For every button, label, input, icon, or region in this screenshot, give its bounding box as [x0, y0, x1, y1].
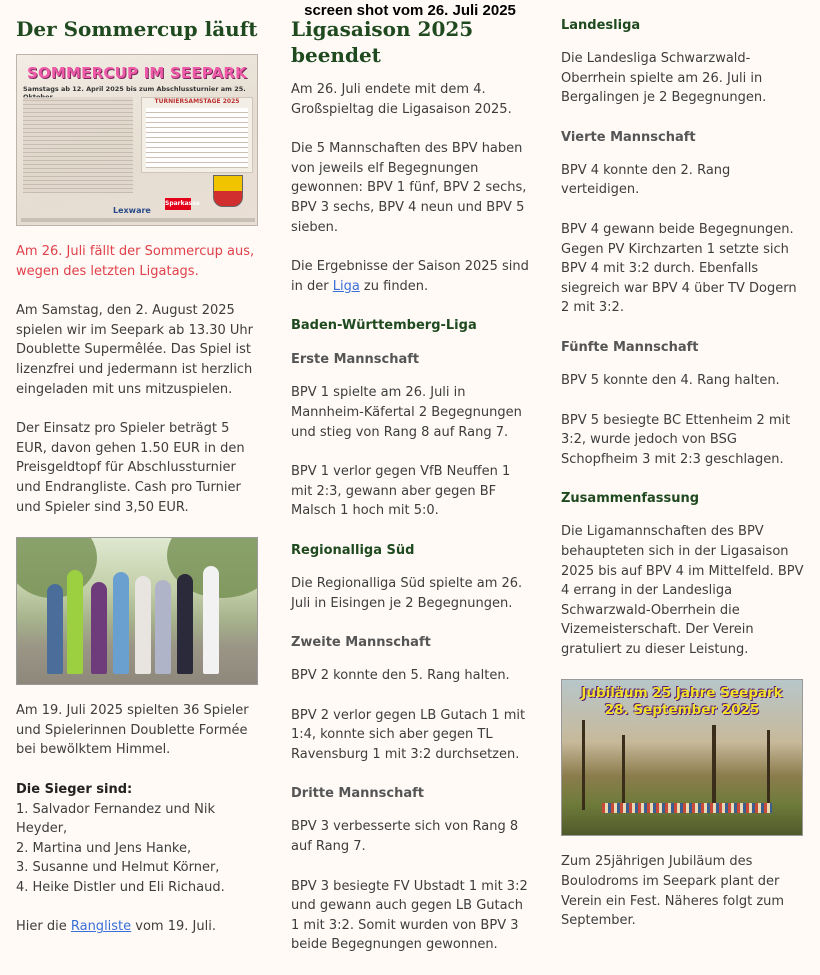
sommercup-heading: Der Sommercup läuft	[16, 17, 258, 41]
poster-schedule-table	[141, 97, 253, 173]
zweite-para-2: BPV 2 verlor gegen LB Gutach 1 mit 1:4, konnte sich aber gegen TL Ravensburg 1 mit 3:2 durchsetzen.	[291, 707, 526, 762]
winners-title: Die Sieger sind:	[16, 781, 133, 797]
jubilaeum-poster-title: Jubiläum 25 Jahre Seepark 28. September 2025	[581, 685, 783, 719]
middle-column	[291, 0, 531, 975]
winner-1: 1. Salvador Fernandez und Nik Heyder,	[16, 801, 215, 837]
sponsor-lexware-logo: Lexware	[113, 206, 151, 215]
fuenfte-mannschaft-heading: Fünfte Mannschaft	[561, 339, 699, 355]
erste-para-2: BPV 1 verlor gegen VfB Neuffen 1 mit 2:3, gewann aber gegen BF Malsch 1 hoch mit 5:0.	[291, 464, 511, 519]
screenshot-caption: screen shot vom 26. Juli 2025	[304, 2, 516, 19]
ligasaison-heading: Ligasaison 2025 beendet	[291, 17, 474, 67]
sommercup-para-2: Der Einsatz pro Spieler beträgt 5 EUR, davon gehen 1.50 EUR in den Preisgeldtopf für Abschlussturnier und Endrangliste. Cash pro Turnier und Spieler sind 3,50 EUR.	[16, 421, 245, 515]
zusammenfassung-para: Die Ligamannschaften des BPV behaupteten sich in der Ligasaison 2025 bis auf BPV 4 im Mittelfeld. BPV 4 errang in der Landesliga Schwarzwald-Oberrhein die Vizemeisterschaft. Der Verein gratuliert zu dieser Leistung.	[561, 524, 804, 657]
bw-liga-heading: Baden-Württemberg-Liga	[291, 318, 477, 334]
club-emblem-icon	[213, 175, 243, 207]
jubilaeum-poster[interactable]	[561, 679, 803, 836]
poster-title: SOMMERCUP IM SEEPARK	[26, 64, 248, 82]
sponsor-sparkasse-logo: Sparkasse	[165, 198, 191, 210]
jubilaeum-para: Zum 25jährigen Jubiläum des Boulodroms im Seepark plant der Verein ein Fest. Näheres folgt zum September.	[561, 854, 785, 929]
sommercup-notice: Am 26. Juli fällt der Sommercup aus, wegen des letzten Ligatags.	[16, 244, 255, 279]
group-photo[interactable]	[16, 537, 258, 685]
zweite-para-1: BPV 2 konnte den 5. Rang halten.	[291, 668, 510, 684]
erste-mannschaft-heading: Erste Mannschaft	[291, 352, 420, 368]
sommercup-poster[interactable]	[16, 54, 258, 226]
landesliga-para: Die Landesliga Schwarzwald-Oberrhein spielte am 26. Juli in Bergalingen je 2 Begegnungen.	[561, 51, 767, 106]
rangliste-link[interactable]: Rangliste	[70, 919, 132, 935]
poster-subtitle: Samstags ab 12. April 2025 bis zum Abschlussturnier am 25.	[23, 85, 246, 93]
vierte-para-2: BPV 4 gewann beide Begegnungen. Gegen PV Kirchzarten 1 setzte sich BPV 4 mit 3:2 durch. Ebenfalls siegreich war BPV 4 über TV Dogern 2 mit 3:2.	[561, 221, 797, 316]
dritte-para-2: BPV 3 besiegte FV Ubstadt 1 mit 3:2 und gewann auch gegen LB Gutach 1 mit 3:2. Somit wurden von BPV 3 beide Begegnungen gewonnen.	[291, 878, 528, 953]
right-column	[561, 0, 807, 951]
landesliga-heading: Landesliga	[561, 18, 641, 33]
sommercup-para-3: Am 19. Juli 2025 spielten 36 Spieler und Spielerinnen Doublette Formée bei bewölktem Himmel.	[16, 703, 249, 758]
rangliste-paragraph: Hier die Rangliste vom 19. Juli.	[16, 919, 216, 935]
dritte-para-1: BPV 3 verbesserte sich von Rang 8 auf Rang 7.	[291, 819, 519, 855]
winner-4: 4. Heike Distler und Eli Richaud.	[16, 879, 225, 895]
vierte-mannschaft-heading: Vierte Mannschaft	[561, 129, 696, 145]
zweite-mannschaft-heading: Zweite Mannschaft	[291, 635, 431, 651]
poster-table-header: TURNIERSAMSTAGE 2025	[154, 98, 240, 105]
liga-para-1: Am 26. Juli endete mit dem 4. Großspieltag die Ligasaison 2025.	[291, 82, 512, 117]
erste-para-1: BPV 1 spielte am 26. Juli in Mannheim-Käfertal 2 Begegnungen und stieg von Rang 8 auf Rang 7.	[291, 385, 522, 440]
zusammenfassung-heading: Zusammenfassung	[561, 491, 700, 507]
vierte-para-1: BPV 4 konnte den 2. Rang verteidigen.	[561, 162, 731, 198]
liga-para-2: Die 5 Mannschaften des BPV haben von jeweils elf Begegnungen gewonnen: BPV 1 fünf, BPV 2 sechs, BPV 3 sechs, BPV 4 neun und BPV 5 sieben.	[291, 141, 527, 235]
fuenfte-para-2: BPV 5 besiegte BC Ettenheim 2 mit 3:2, wurde jedoch von BSG Schopfheim 3 mit 2:3 geschlagen.	[561, 412, 791, 467]
poster-text-block	[23, 97, 133, 193]
fuenfte-para-1: BPV 5 konnte den 4. Rang halten.	[561, 372, 780, 388]
liga-link[interactable]: Liga	[332, 278, 360, 294]
left-column	[16, 0, 262, 957]
winners-block	[16, 780, 262, 898]
regionalliga-para: Die Regionalliga Süd spielte am 26. Juli in Eisingen je 2 Begegnungen.	[291, 575, 523, 611]
winner-2: 2. Martina und Jens Hanke,	[16, 840, 192, 856]
winner-3: 3. Susanne und Helmut Körner,	[16, 860, 220, 876]
liga-para-3: Die Ergebnisse der Saison 2025 sind in der Liga zu finden.	[291, 259, 529, 294]
dritte-mannschaft-heading: Dritte Mannschaft	[291, 786, 424, 802]
regionalliga-heading: Regionalliga Süd	[291, 542, 415, 558]
sommercup-para-1: Am Samstag, den 2. August 2025 spielen wir im Seepark ab 13.30 Uhr Doublette Superm​êlée. Das Spiel ist lizenzfrei und jedermann ist herzlich eingeladen mit uns mitzuspielen.	[16, 303, 254, 397]
